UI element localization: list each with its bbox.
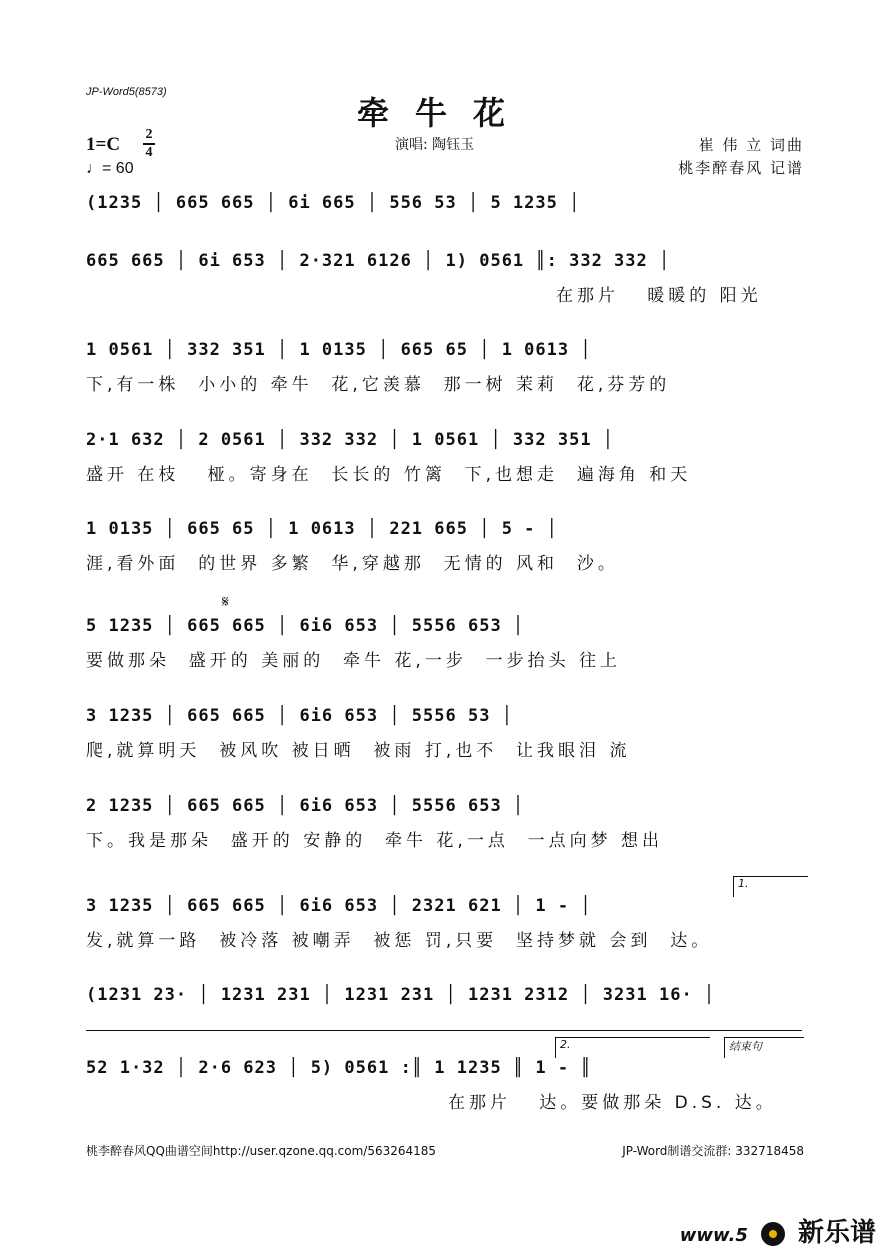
time-bottom: 4 <box>145 145 153 160</box>
notes-row-10: (1231 23· │ 1231 231 │ 1231 231 │ 1231 2312 │ 3231 16· │ <box>86 985 716 1005</box>
song-title: 牵牛花 <box>356 94 531 132</box>
time-top: 2 <box>145 127 153 142</box>
notes-row-3: 1 0561 │ 332 351 │ 1 0135 │ 665 65 │ 1 0613 │ <box>86 340 592 360</box>
lyrics-row-9: 发,就算一路 被冷落 被嘲弄 被惩 罚,只要 坚持梦就 会到 达。 <box>86 931 713 951</box>
score-row-3 <box>86 340 806 395</box>
score-row-7 <box>86 706 806 761</box>
notes-row-8: 2 1235 │ 665 665 │ 6i6 653 │ 5556 653 │ <box>86 796 525 816</box>
lyrics-row-11: 在那片 达。要做那朵 D.S. 达。 <box>448 1093 777 1113</box>
footer-right: JP-Word制谱交流群: 332718458 <box>622 1144 804 1158</box>
lyrics-row-5: 涯,看外面 的世界 多繁 华,穿越那 无情的 风和 沙。 <box>86 554 619 574</box>
score-row-5 <box>86 519 806 574</box>
vinyl-icon <box>761 1222 785 1246</box>
score-row-10 <box>86 985 806 1005</box>
lyrics-row-7: 爬,就算明天 被风吹 被日晒 被雨 打,也不 让我眼泪 流 <box>86 741 631 761</box>
score-row-6 <box>86 616 806 671</box>
score-row-11 <box>86 1058 806 1113</box>
app-tag: JP-Word5(8573) <box>86 86 167 98</box>
brand-url: www.5 <box>679 1225 748 1246</box>
score-row-8 <box>86 796 806 851</box>
time-signature <box>143 128 155 160</box>
score-row-2 <box>86 251 806 306</box>
footer-left: 桃李醉春风QQ曲谱空间http://user.qzone.qq.com/563264185 <box>86 1144 437 1158</box>
second-ending: 2. <box>555 1037 710 1058</box>
first-ending: 1. <box>733 876 808 897</box>
credits <box>678 134 804 180</box>
notes-row-7: 3 1235 │ 665 665 │ 6i6 653 │ 5556 53 │ <box>86 706 513 726</box>
lyrics-row-2: 在那片 暖暖的 阳光 <box>556 286 762 306</box>
score-row-4 <box>86 430 806 485</box>
brand-watermark <box>680 1212 876 1249</box>
tempo-mark: ♩= 60 <box>86 160 134 177</box>
notes-row-6: 5 1235 │ 665 665 │ 6i6 653 │ 5556 653 │ <box>86 616 525 636</box>
notes-row-5: 1 0135 │ 665 65 │ 1 0613 │ 221 665 │ 5 - │ <box>86 519 558 539</box>
score-row-1 <box>86 193 806 213</box>
transcriber: 桃李醉春风 记谱 <box>678 159 804 177</box>
notes-row-4: 2·1 632 │ 2 0561 │ 332 332 │ 1 0561 │ 332 351 │ <box>86 430 615 450</box>
notes-row-1: (1235 │ 665 665 │ 6i 665 │ 556 53 │ 5 1235 │ <box>86 193 581 213</box>
score-row-9 <box>86 896 806 951</box>
notes-row-11: 52 1·32 │ 2·6 623 │ 5) 0561 :║ 1 1235 ║ 1 - ║ <box>86 1058 592 1078</box>
brand-name: 新乐谱 <box>797 1218 876 1248</box>
singer: 演唱: 陶钰玉 <box>395 137 475 153</box>
section-rule <box>86 1030 802 1031</box>
notes-row-2: 665 665 │ 6i 653 │ 2·321 6126 │ 1) 0561 ║: 332 332 │ <box>86 251 671 271</box>
lyrics-row-3: 下,有一株 小小的 牵牛 花,它羡慕 那一树 茉莉 花,芬芳的 <box>86 375 671 395</box>
lyrics-row-4: 盛开 在枝 桠。寄身在 长长的 竹篱 下,也想走 遍海角 和天 <box>86 465 692 485</box>
lyrics-row-6: 要做那朵 盛开的 美丽的 牵牛 花,一步 一步抬头 往上 <box>86 651 622 671</box>
notes-row-9: 3 1235 │ 665 665 │ 6i6 653 │ 2321 621 │ 1 - │ <box>86 896 592 916</box>
coda-ending: 结束句 <box>724 1037 804 1058</box>
lyrics-row-8: 下。我是那朵 盛开的 安静的 牵牛 花,一点 一点向梦 想出 <box>86 831 664 851</box>
key-signature: 1=C <box>86 134 121 155</box>
lyricist-composer: 崔 伟 立 词曲 <box>698 136 804 154</box>
segno-mark: 𝄋 <box>222 592 229 611</box>
